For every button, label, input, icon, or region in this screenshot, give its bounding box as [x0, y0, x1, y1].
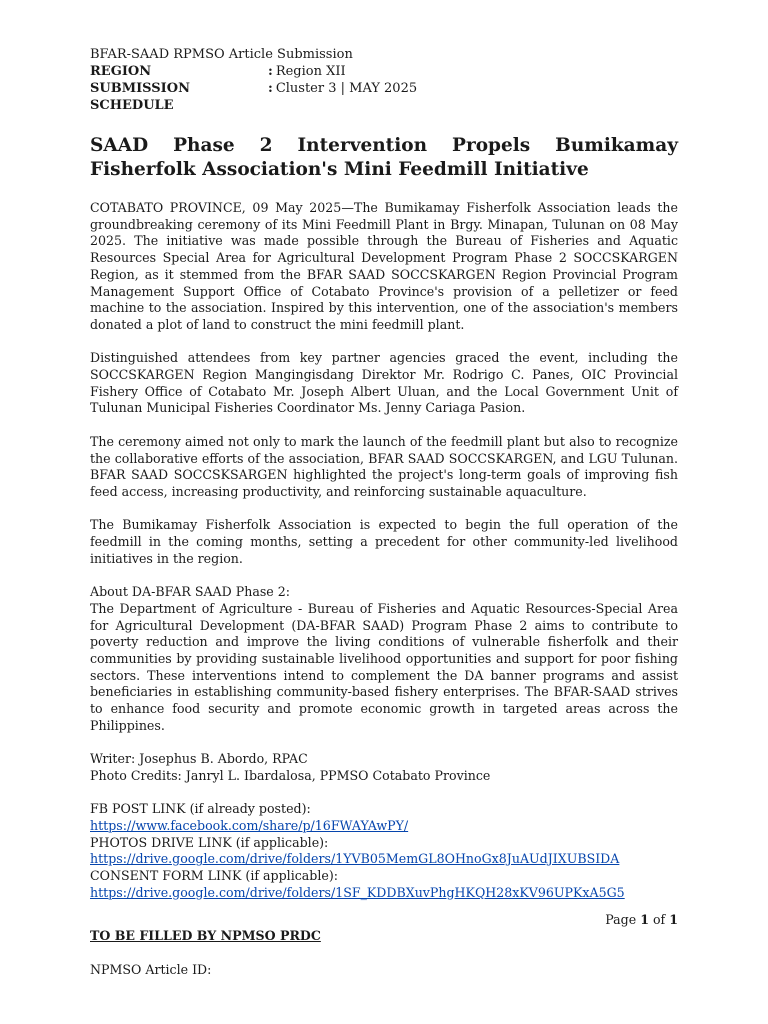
paragraph-operation: The Bumikamay Fisherfolk Association is expected to begin the full operation of the feedmill in the coming months, setting a precedent for other community-led livelihood initiatives in the region.: [90, 517, 678, 566]
photos-link-label: PHOTOS DRIVE LINK (if applicable):: [90, 834, 329, 850]
submission-line: BFAR-SAAD RPMSO Article Submission: [90, 47, 353, 62]
paragraph-intro: COTABATO PROVINCE, 09 May 2025—The Bumikamay Fisherfolk Association leads the groundbreaking ceremony of its Mini Feedmill Plant in Brgy. Minapan, Tulunan on 08 May 2025. The initiative was made possible through the Bureau of Fisheries and Aquatic Resources Special Area for Agricultural Development Program Phase 2 SOCCSKARGEN Region, as it stemmed from the BFAR SAAD SOCCSKARGEN Region Provincial Program Management Support Office of Cotabato Province's provision of a pelletizer or feed machine to the association. Inspired by this intervention, one of the association's members donated a plot of land to construct the mini feedmill plant.: [90, 200, 678, 332]
document-page: [90, 46, 678, 901]
schedule-value: Cluster 3 | MAY 2025: [275, 81, 418, 96]
page-total: 1: [669, 912, 678, 927]
submission-header: [90, 46, 678, 114]
schedule-row: [90, 80, 678, 114]
credits-section: [90, 751, 678, 784]
page-current: 1: [640, 912, 649, 927]
region-label: REGION: [90, 64, 152, 79]
page-word: Page: [605, 912, 637, 927]
region-colon: :: [268, 64, 273, 79]
npmso-section-title: TO BE FILLED BY NPMSO PRDC: [90, 928, 321, 943]
paragraph-attendees: Distinguished attendees from key partner agencies graced the event, including the SOCCSKARGEN Region Mangingisdang Direktor Mr. Rodrigo C. Panes, OIC Provincial Fishery Office of Cotabato Mr. Joseph Albert Uluan, and the Local Government Unit of Tulunan Municipal Fisheries Coordinator Ms. Jenny Cariaga Pasion.: [90, 350, 678, 416]
region-value: Region XII: [275, 64, 346, 79]
page-number: [605, 912, 678, 927]
schedule-label: SUBMISSION SCHEDULE: [90, 81, 190, 113]
links-section: [90, 801, 678, 901]
about-section: [90, 584, 678, 734]
page-of: of: [652, 912, 666, 927]
npmso-article-id-label: NPMSO Article ID:: [90, 962, 212, 977]
fb-post-link[interactable]: https://www.facebook.com/share/p/16FWAYAwPY/: [90, 817, 409, 833]
schedule-colon: :: [268, 81, 273, 96]
article-title: SAAD Phase 2 Intervention Propels Bumikamay Fisherfolk Association's Mini Feedmill Initiative: [90, 135, 678, 180]
region-row: [90, 63, 678, 80]
consent-form-link[interactable]: https://drive.google.com/drive/folders/1SF_KDDBXuvPhgHKQH28xKV96UPKxA5G5: [90, 884, 625, 900]
fb-link-label: FB POST LINK (if already posted):: [90, 801, 311, 817]
photos-drive-link[interactable]: https://drive.google.com/drive/folders/1YVB05MemGL8OHnoGx8JuAUdJIXUBSIDA: [90, 851, 620, 867]
consent-link-label: CONSENT FORM LINK (if applicable):: [90, 868, 338, 884]
paragraph-ceremony: The ceremony aimed not only to mark the launch of the feedmill plant but also to recognize the collaborative efforts of the association, BFAR SAAD SOCCSKARGEN, and LGU Tulunan. BFAR SAAD SOCCSKSARGEN highlighted the project's long-term goals of improving fish feed access, increasing productivity, and reinforcing sustainable aquaculture.: [90, 433, 678, 499]
photo-credit: Photo Credits: Janryl L. Ibardalosa, PPMSO Cotabato Province: [90, 767, 491, 783]
about-text: The Department of Agriculture - Bureau of Fisheries and Aquatic Resources-Special Area for Agricultural Development (DA-BFAR SAAD) Program Phase 2 aims to contribute to poverty reduction and improve the living conditions of vulnerable fisherfolk and their communities by providing sustainable livelihood opportunities and support for poor fishing sectors. These interventions intend to complement the DA banner programs and assist beneficiaries in establishing community-based fishery enterprises. The BFAR-SAAD strives to enhance food security and promote economic growth in targeted areas across the Philippines.: [90, 600, 678, 733]
writer-credit: Writer: Josephus B. Abordo, RPAC: [90, 751, 308, 767]
about-heading: About DA-BFAR SAAD Phase 2:: [90, 584, 291, 600]
